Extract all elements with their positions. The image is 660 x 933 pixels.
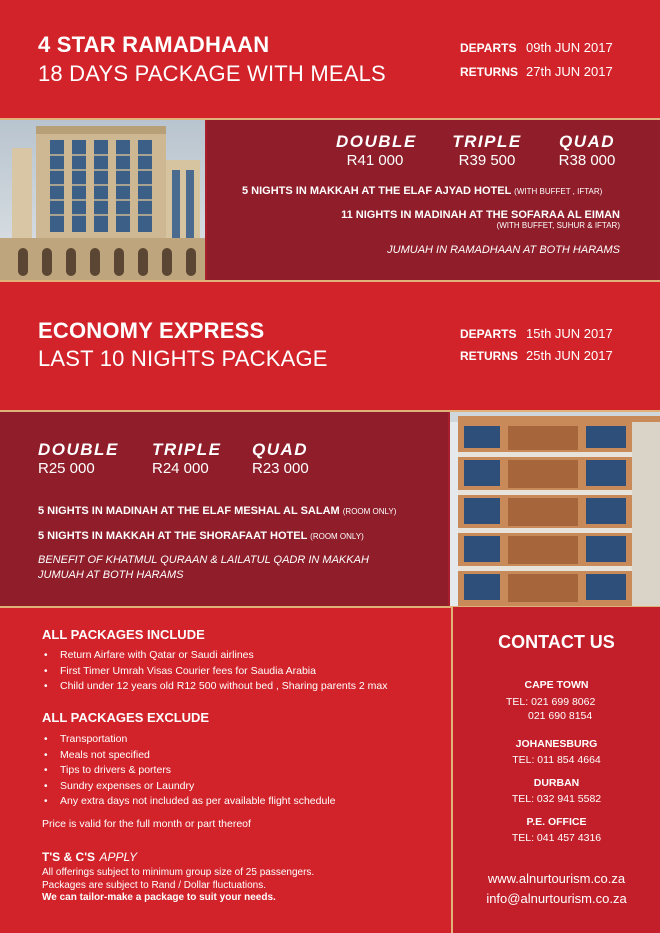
package1-title: 4 STAR RAMADHAAN [38, 32, 270, 57]
stay-text: 5 NIGHTS IN MADINAH AT THE ELAF MESHAL AL SALAM [38, 505, 340, 517]
contact-tel-durban[interactable]: TEL: 032 941 5582 [511, 793, 602, 805]
stay-text: 5 NIGHTS IN MAKKAH AT THE ELAF AJYAD HOTEL [242, 185, 512, 197]
contact-city-johannesburg: JOHANESBURG [515, 738, 598, 750]
package2-stay1 [38, 505, 396, 517]
price-value: R39 500 [458, 152, 516, 169]
excludes-list [42, 732, 336, 810]
departs-date: 09th JUN 2017 [526, 40, 613, 55]
price-value: R25 000 [38, 460, 95, 477]
price-type: QUAD [252, 440, 309, 459]
contact-tel-cape-town-1[interactable]: TEL: 021 699 8062 [506, 696, 596, 708]
stay-note: (WITH BUFFET , IFTAR) [514, 187, 603, 196]
terms-apply: APPLY [99, 850, 138, 864]
returns-date: 25th JUN 2017 [526, 348, 613, 363]
price-value: R23 000 [252, 460, 309, 477]
list-item: • Child under 12 years old R12 500 without bed , Sharing parents 2 max [42, 679, 387, 695]
package2-title: ECONOMY EXPRESS [38, 318, 265, 343]
contact-city-pe-office: P.E. OFFICE [526, 816, 587, 828]
list-item: • First Timer Umrah Visas Courier fees for Saudia Arabia [42, 664, 387, 680]
package1-extra: JUMUAH IN RAMADHAAN AT BOTH HARAMS [387, 244, 620, 256]
terms-line: Packages are subject to Rand / Dollar fluctuations. [42, 879, 267, 891]
contact-tel-johannesburg[interactable]: TEL: 011 854 4664 [512, 754, 601, 766]
terms-body [42, 867, 314, 905]
list-item: • Transportation [42, 732, 336, 748]
departs-date: 15th JUN 2017 [526, 326, 613, 341]
package1-stay2 [341, 209, 620, 230]
hotel-photo-elaf-ajyad [0, 120, 205, 280]
returns-label: RETURNS [460, 349, 519, 363]
email-link[interactable]: info@alnurtourism.co.za [486, 891, 627, 906]
extra-line: BENEFIT OF KHATMUL QURAAN & LAILATUL QADR IN MAKKAH [38, 554, 369, 566]
list-item: • Sundry expenses or Laundry [42, 779, 336, 795]
package2-stay2 [38, 530, 364, 542]
package1-returns [460, 64, 613, 79]
package1-price-double [336, 132, 417, 169]
list-item: • Return Airfare with Qatar or Saudi airlines [42, 648, 387, 664]
stay-note: (ROOM ONLY) [310, 532, 364, 541]
package2-departs [460, 326, 613, 341]
stay-note: (ROOM ONLY) [342, 507, 397, 516]
contact-city-cape-town: CAPE TOWN [524, 679, 589, 691]
website-link[interactable]: www.alnurtourism.co.za [487, 871, 626, 886]
package1-departs [460, 40, 613, 55]
package2-price-quad [252, 440, 342, 477]
includes-list [42, 648, 387, 695]
contact-city-durban: DURBAN [533, 777, 580, 789]
list-item: • Meals not specified [42, 748, 336, 764]
package2-price-triple [152, 440, 242, 477]
price-type: DOUBLE [336, 132, 417, 151]
list-item: • Any extra days not included as per available flight schedule [42, 794, 336, 810]
returns-label: RETURNS [460, 65, 519, 79]
package2-price-double [38, 440, 128, 477]
excludes-heading: ALL PACKAGES EXCLUDE [42, 710, 210, 725]
price-value: R41 000 [346, 152, 404, 169]
package1-price-triple [448, 132, 526, 169]
stay-note: (WITH BUFFET, SUHUR & IFTAR) [496, 221, 620, 230]
package2-returns [460, 348, 613, 363]
contact-tel-pe-office[interactable]: TEL: 041 457 4316 [511, 832, 602, 844]
contact-heading: CONTACT US [498, 632, 615, 652]
list-item: • Tips to drivers & porters [42, 763, 336, 779]
price-type: QUAD [558, 132, 616, 151]
departs-label: DEPARTS [460, 41, 517, 55]
package1-subtitle: 18 DAYS PACKAGE WITH MEALS [38, 61, 386, 86]
price-type: TRIPLE [152, 440, 222, 459]
includes-heading: ALL PACKAGES INCLUDE [42, 627, 205, 642]
price-validity-note: Price is valid for the full month or part thereof [42, 818, 251, 830]
package1-stay1 [242, 185, 602, 197]
hotel-photo-shorafaat [450, 412, 660, 606]
price-type: TRIPLE [452, 132, 522, 151]
package1-price-quad [548, 132, 626, 169]
price-type: DOUBLE [38, 440, 119, 459]
price-value: R24 000 [152, 460, 209, 477]
terms-heading [42, 848, 137, 866]
terms-line: We can tailor-make a package to suit your needs. [42, 892, 276, 903]
extra-line: JUMUAH AT BOTH HARAMS [38, 569, 184, 581]
contact-tel-cape-town-2[interactable]: 021 690 8154 [528, 710, 593, 722]
returns-date: 27th JUN 2017 [526, 64, 613, 79]
terms-title: T'S & C'S [42, 850, 96, 864]
stay-text: 11 NIGHTS IN MADINAH AT THE SOFARAA AL EIMAN [341, 209, 620, 221]
terms-line: All offerings subject to minimum group size of 25 passengers. [42, 867, 315, 878]
package2-extras [38, 553, 369, 583]
departs-label: DEPARTS [460, 327, 517, 341]
stay-text: 5 NIGHTS IN MAKKAH AT THE SHORAFAAT HOTEL [38, 530, 308, 542]
price-value: R38 000 [558, 152, 616, 169]
package2-subtitle: LAST 10 NIGHTS PACKAGE [38, 346, 328, 371]
